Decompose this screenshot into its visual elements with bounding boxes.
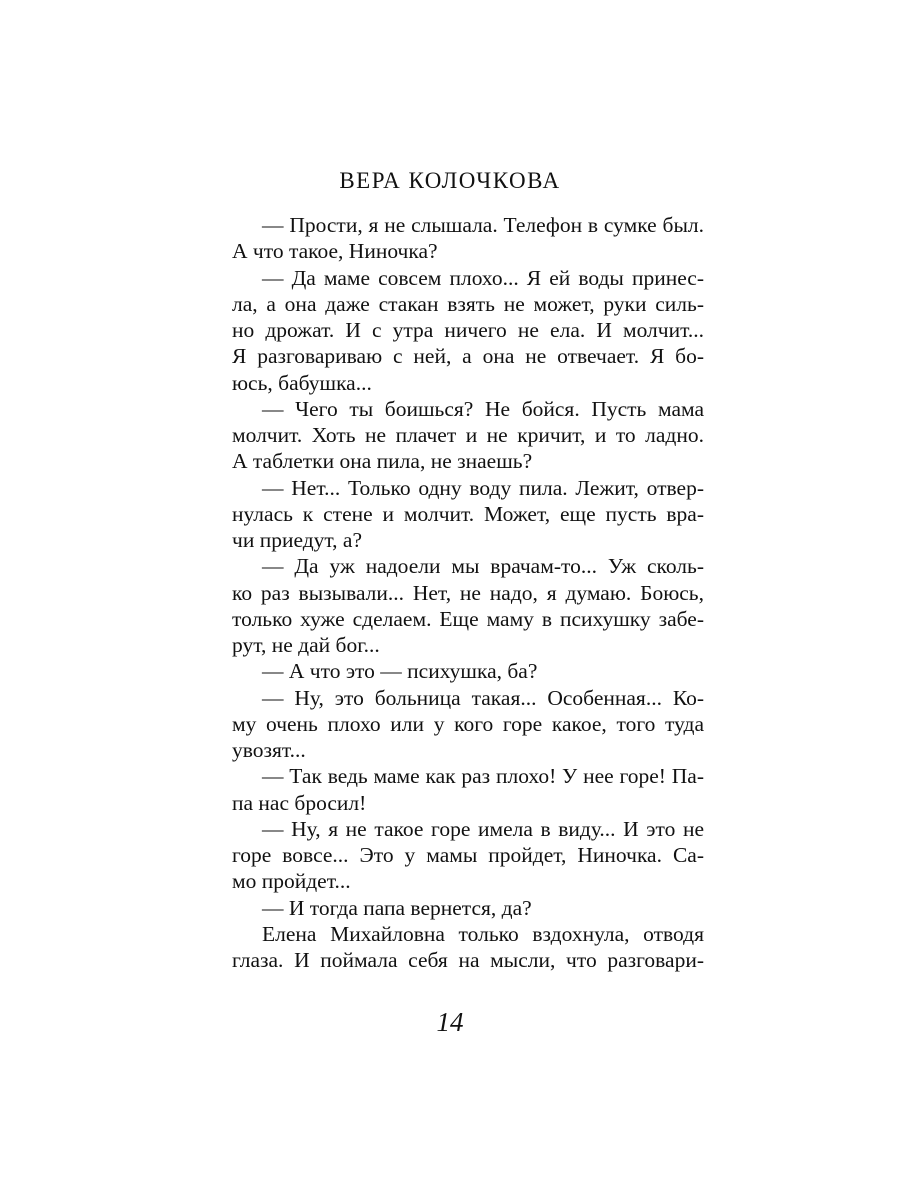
body-text	[232, 212, 704, 973]
text-line: — Да маме совсем плохо... Я ей воды принес-	[262, 265, 704, 290]
text-line: — И тогда папа вернется, да?	[262, 895, 532, 920]
text-line: — Ну, это больница такая... Особенная... Ко-	[262, 685, 704, 710]
text-line: ко раз вызывали... Нет, не надо, я думаю. Боюсь,	[232, 580, 704, 605]
text-line: нулась к стене и молчит. Может, еще пусть вра-	[232, 501, 704, 526]
text-line: Я разговариваю с ней, а она не отвечает. Я бо-	[232, 344, 704, 369]
text-line: только хуже сделаем. Еще маму в психушку забе-	[232, 606, 704, 631]
text-line: рут, не дай бог...	[232, 633, 380, 657]
text-line: но дрожат. И с утра ничего не ела. И молчит...	[232, 318, 704, 342]
text-line: — Да уж надоели мы врачам-то... Уж сколь-	[262, 554, 704, 579]
text-line: па нас бросил!	[232, 790, 367, 815]
text-line: А таблетки она пила, не знаешь?	[232, 449, 533, 474]
text-line: — Чего ты боишься? Не бойся. Пусть мама	[262, 396, 704, 421]
text-line: — А что это — психушка, ба?	[262, 659, 538, 684]
text-line: мо пройдет...	[232, 869, 351, 894]
text-line: чи приедут, а?	[232, 528, 363, 552]
text-line: горе вовсе... Это у мамы пройдет, Ниночка. Са-	[232, 843, 704, 867]
text-line: — Ну, я не такое горе имела в виду... И это не	[262, 816, 704, 841]
text-line: увозят...	[232, 738, 306, 762]
page-number: 14	[436, 1007, 464, 1037]
text-line: Елена Михайловна только вздохнула, отводя	[262, 921, 704, 946]
text-line: — Прости, я не слышала. Телефон в сумке был.	[262, 213, 704, 237]
text-line: — Нет... Только одну воду пила. Лежит, отвер-	[262, 475, 704, 500]
text-line: глаза. И поймала себя на мысли, что разговари-	[232, 948, 704, 972]
text-line: А что такое, Ниночка?	[232, 239, 438, 264]
text-line: — Так ведь маме как раз плохо! У нее горе! Па-	[262, 764, 704, 789]
text-line: ла, а она даже стакан взять не может, руки силь-	[232, 291, 704, 316]
text-line: молчит. Хоть не плачет и не кричит, и то ладно.	[232, 423, 704, 447]
text-line: му очень плохо или у кого горе какое, того туда	[232, 711, 704, 736]
text-line: юсь, бабушка...	[232, 370, 372, 395]
running-head: ВЕРА КОЛОЧКОВА	[339, 168, 561, 193]
